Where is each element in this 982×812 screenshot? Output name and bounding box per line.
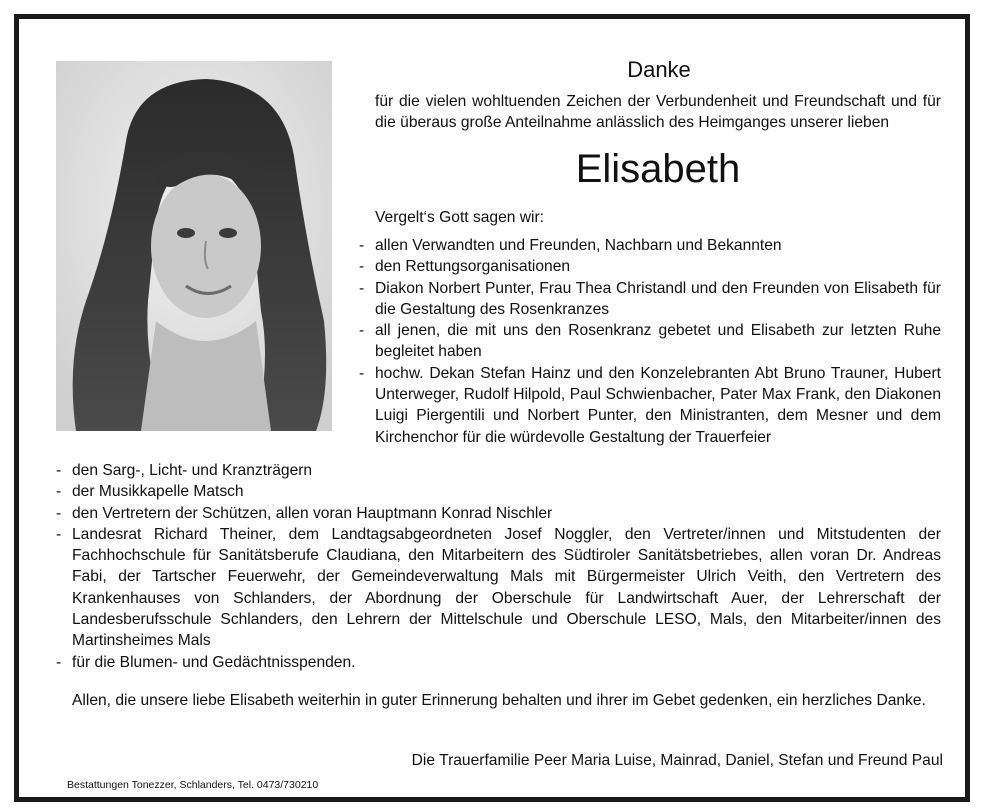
vergelt-line: Vergelt‘s Gott sagen wir: — [375, 209, 545, 226]
portrait-image — [56, 61, 332, 431]
closing-text: Allen, die unsere liebe Elisabeth weiterhin in guter Erinnerung behalten und ihrer im Gebet gedenken, ein herzliches Danke. — [72, 692, 926, 709]
list-item: - der Musikkapelle Matsch — [56, 481, 941, 502]
signature: Die Trauerfamilie Peer Maria Luise, Mainrad, Daniel, Stefan und Freund Paul — [411, 752, 943, 769]
list-item: - hochw. Dekan Stefan Hainz und den Konzelebranten Abt Bruno Trauner, Hubert Unterweger, Rudolf Hilpold, Paul Schwienbacher, Pater Max Frank, den Diakonen Luigi Piergentili und Norbert Punter, den Ministranten, dem Mesner und dem Kirchenchor für die würdevolle Gestaltung der Trauerfeier — [359, 363, 941, 448]
list-item: - allen Verwandten und Freunden, Nachbarn und Bekannten — [359, 235, 941, 256]
list-item: - all jenen, die mit uns den Rosenkranz gebetet und Elisabeth zur letzten Ruhe begleitet haben — [359, 320, 941, 363]
thanks-list-top — [359, 235, 941, 448]
deceased-name: Elisabeth — [575, 147, 741, 191]
list-item: - den Sarg-, Licht- und Kranzträgern — [56, 460, 941, 481]
list-item: - Diakon Norbert Punter, Frau Thea Christandl und den Freunden von Elisabeth für die Gestaltung des Rosenkranzes — [359, 278, 941, 321]
list-item: - Landesrat Richard Theiner, dem Landtagsabgeordneten Josef Noggler, den Vertreter/innen und Mitstudenten der Fachhochschule für Sanitätsberufe Claudiana, den Mitarbeitern des Südtiroler Sanitätsbetriebes, allen voran Dr. Andreas Fabi, der Tartscher Feuerwehr, der Gemeindeverwaltung Mals mit Bürgermeister Ulrich Veith, den Vertretern des Krankenhauses von Schlanders, der Abordnung der Oberschule für Landwirtschaft Auer, der Lehrerschaft der Landesberufsschule Schlanders, den Lehrern der Mittelschule und Oberschule LESO, Mals, den Mitarbeiter/innen des Martinsheimes Mals — [56, 524, 941, 652]
list-item: - den Rettungsorganisationen — [359, 256, 941, 277]
portrait-photo — [56, 61, 332, 431]
notice-frame — [14, 14, 970, 802]
footer-funeral-home: Bestattungen Tonezzer, Schlanders, Tel. 0473/730210 — [67, 779, 319, 791]
list-item: - für die Blumen- und Gedächtnisspenden. — [56, 652, 941, 673]
thanks-list-bottom — [56, 460, 941, 673]
heading-danke: Danke — [627, 57, 691, 82]
intro-text: für die vielen wohltuenden Zeichen der Verbundenheit und Freundschaft und für die überaus große Anteilnahme anlässlich des Heimganges unserer lieben — [375, 93, 941, 132]
list-item: - den Vertretern der Schützen, allen voran Hauptmann Konrad Nischler — [56, 503, 941, 524]
